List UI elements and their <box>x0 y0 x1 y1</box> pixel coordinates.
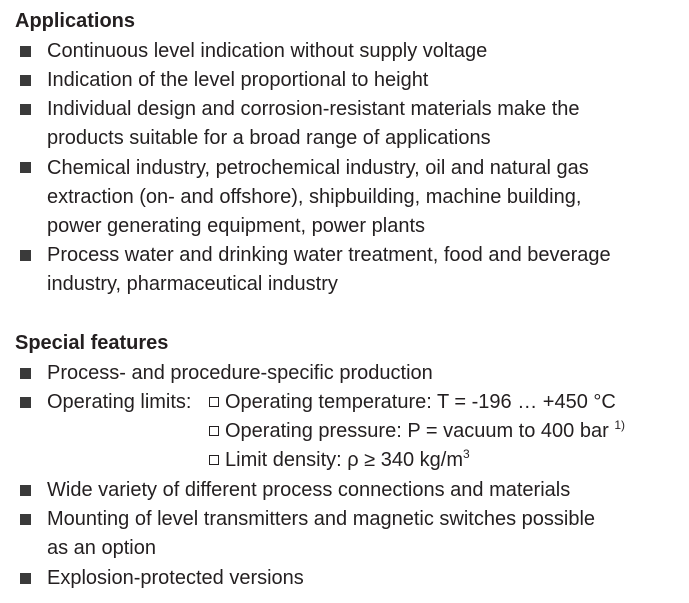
square-bullet-icon <box>20 75 31 86</box>
operating-pressure-text: Operating pressure: P = vacuum to 400 bar <box>225 420 609 442</box>
checkbox-square-icon <box>209 397 219 407</box>
list-item-text: industry, pharmaceutical industry <box>47 273 338 295</box>
list-item-text: products suitable for a broad range of applications <box>47 127 491 149</box>
list-item-text: extraction (on- and offshore), shipbuilding, machine building, <box>47 186 582 208</box>
square-bullet-icon <box>20 46 31 57</box>
square-bullet-icon <box>20 368 31 379</box>
list-item-text: power generating equipment, power plants <box>47 215 426 237</box>
list-item-text: Explosion-protected versions <box>47 567 304 589</box>
operating-temperature-text: Operating temperature: T = -196 … +450 °C <box>225 391 616 413</box>
density-unit-exponent: 3 <box>463 447 470 461</box>
list-item-text: Indication of the level proportional to height <box>47 69 429 91</box>
square-bullet-icon <box>20 573 31 584</box>
operating-pressure-line <box>209 419 625 445</box>
operating-temperature-line <box>209 390 616 414</box>
square-bullet-icon <box>20 397 31 408</box>
square-bullet-icon <box>20 104 31 115</box>
list-item-text: Individual design and corrosion-resistant materials make the <box>47 98 580 120</box>
applications-heading: Applications <box>15 10 136 32</box>
square-bullet-icon <box>20 162 31 173</box>
square-bullet-icon <box>20 485 31 496</box>
special-features-heading: Special features <box>15 332 169 354</box>
list-item-text: Chemical industry, petrochemical industry, oil and natural gas <box>47 157 589 179</box>
operating-limits-label: Operating limits: <box>47 391 192 413</box>
footnote-marker: 1) <box>614 418 625 432</box>
list-item-text: Process water and drinking water treatment, food and beverage <box>47 244 611 266</box>
list-item-text: Process- and procedure-specific production <box>47 362 433 384</box>
list-item-text: as an option <box>47 537 156 559</box>
list-item-text: Wide variety of different process connections and materials <box>47 479 571 501</box>
checkbox-square-icon <box>209 426 219 436</box>
square-bullet-icon <box>20 250 31 261</box>
limit-density-line <box>209 448 470 474</box>
square-bullet-icon <box>20 514 31 525</box>
limit-density-text: Limit density: ρ ≥ 340 kg/m <box>225 449 463 471</box>
list-item-text: Mounting of level transmitters and magnetic switches possible <box>47 508 596 530</box>
list-item-text: Continuous level indication without supply voltage <box>47 40 488 62</box>
checkbox-square-icon <box>209 455 219 465</box>
